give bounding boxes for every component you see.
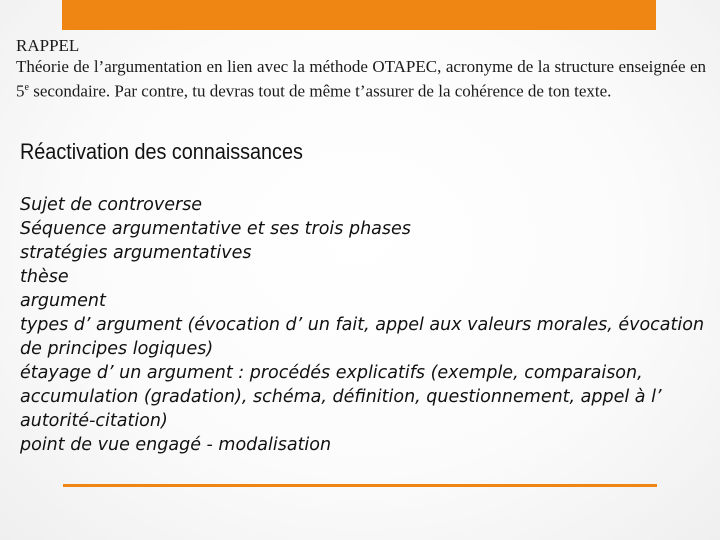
topic-list (20, 193, 710, 457)
topic-item: point de vue engagé - modalisation (20, 435, 332, 455)
topic-item: Sujet de controverse (20, 195, 203, 215)
rappel-body-end: secondaire. Par contre, tu devras tout de même t’assurer de la cohérence de ton texte. (28, 81, 612, 101)
topic-item: étayage d’ un argument : procédés explicatifs (exemple, comparaison, accumulation (gradation), schéma, définition, questionnement, appel à l’ autorité-citation) (20, 363, 662, 431)
topic-item: types d’ argument (évocation d’ un fait, appel aux valeurs morales, évocation de principes logiques) (20, 315, 705, 359)
section-title: Réactivation des connaissances (20, 139, 303, 164)
topic-item: stratégies argumentatives (20, 243, 252, 263)
topic-item: Séquence argumentative et ses trois phases (20, 219, 411, 239)
bottom-accent-rule (63, 484, 657, 487)
rappel-body (16, 56, 706, 102)
rappel-heading: RAPPEL (16, 36, 80, 55)
rappel-block (16, 35, 706, 102)
rappel-superscript: e (24, 82, 29, 93)
topic-item: thèse (20, 267, 69, 287)
top-accent-bar (62, 0, 656, 30)
topic-item: argument (20, 291, 106, 311)
rappel-body-start: Théorie de l’argumentation en lien avec la méthode OTAPEC, acronyme de la structure enseignée en 5 (16, 57, 706, 101)
